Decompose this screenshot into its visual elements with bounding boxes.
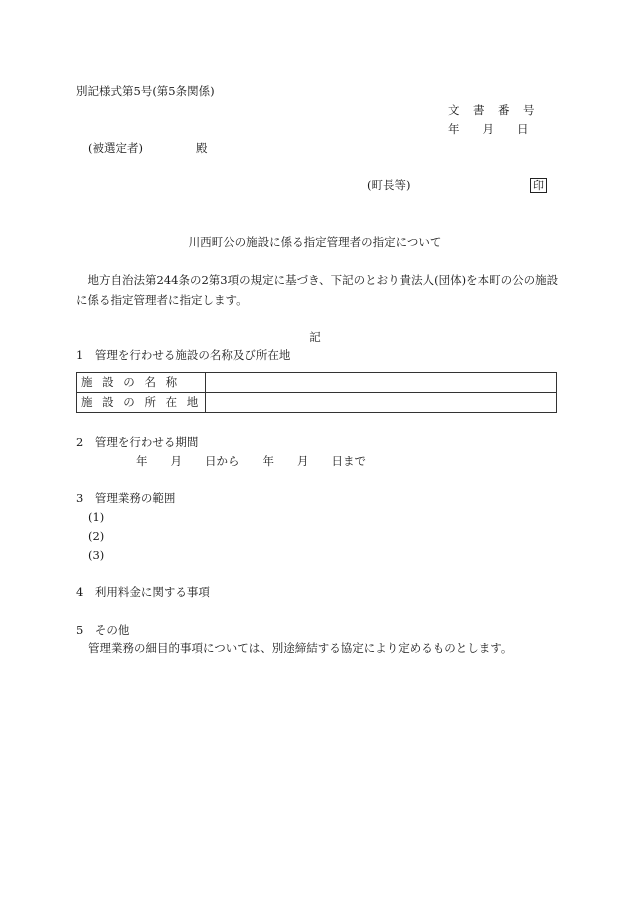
scope-item-3: (3) — [88, 548, 105, 562]
scope-item-2: (2) — [88, 529, 105, 543]
document-title: 川西町公の施設に係る指定管理者の指定について — [188, 235, 442, 249]
body-paragraph: 地方自治法第244条の2第3項の規定に基づき、下記のとおり貴法人(団体)を本町の公の施設に係る指定管理者に指定します。 — [76, 273, 559, 307]
section-5-text: 管理業務の細目的事項については、別途締結する協定により定めるものとします。 — [88, 641, 513, 655]
table-row — [77, 373, 557, 393]
facility-address-value — [206, 393, 557, 413]
section-1-heading: 1 管理を行わせる施設の名称及び所在地 — [76, 348, 291, 362]
section-4-heading: 4 利用料金に関する事項 — [76, 585, 210, 599]
honorific: 殿 — [196, 141, 208, 155]
recipient-label: (被選定者) — [88, 141, 143, 155]
period-line: 年 月 日から 年 月 日まで — [136, 454, 366, 468]
seal-mark — [530, 178, 547, 193]
scope-item-1: (1) — [88, 510, 105, 524]
section-2-heading: 2 管理を行わせる期間 — [76, 435, 199, 449]
facility-name-value — [206, 373, 557, 393]
facility-name-label: 施 設 の 名 称 — [77, 373, 206, 393]
sender-label: (町長等) — [367, 178, 411, 192]
date-line: 年 月 日 — [448, 122, 529, 136]
section-3-heading: 3 管理業務の範囲 — [76, 491, 176, 505]
seal-text: 印 — [530, 178, 547, 193]
section-5-heading: 5 その他 — [76, 623, 130, 637]
form-id: 別記様式第5号(第5条関係) — [76, 84, 215, 98]
table-row — [77, 393, 557, 413]
ki-marker: 記 — [309, 330, 321, 344]
facility-table — [76, 372, 557, 413]
facility-address-label: 施 設 の 所 在 地 — [77, 393, 206, 413]
document-number-label: 文 書 番 号 — [448, 103, 536, 117]
